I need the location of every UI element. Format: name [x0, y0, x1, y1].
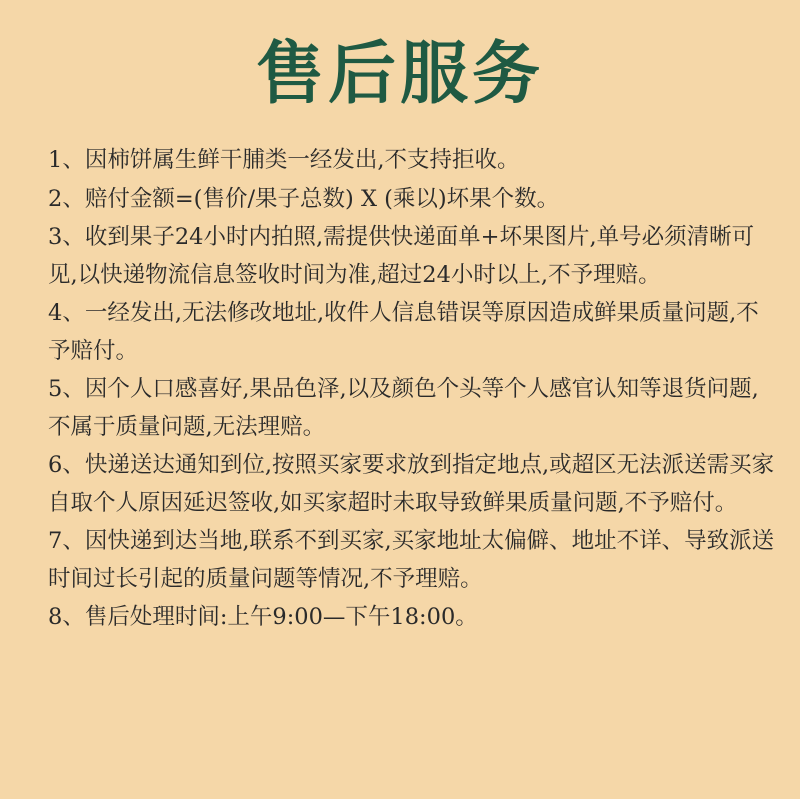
rule-item-5: 5、因个人口感喜好,果品色泽,以及颜色个头等个人感官认知等退货问题,不属于质量问题,无法理赔。	[48, 376, 759, 440]
rule-item-7: 7、因快递到达当地,联系不到买家,买家地址太偏僻、地址不详、导致派送时间过长引起的质量问题等情况,不予理赔。	[48, 528, 775, 592]
page-title: 售后服务	[255, 35, 544, 114]
rule-item-4: 4、一经发出,无法修改地址,收件人信息错误等原因造成鲜果质量问题,不予赔付。	[48, 300, 759, 364]
rule-item-1: 1、因柿饼属生鲜干脯类一经发出,不支持拒收。	[48, 147, 520, 173]
rule-item-6: 6、快递送达通知到位,按照买家要求放到指定地点,或超区无法派送需买家自取个人原因延迟签收,如买家超时未取导致鲜果质量问题,不予赔付。	[48, 452, 775, 516]
rule-item-8: 8、售后处理时间:上午9:00—下午18:00。	[48, 604, 478, 630]
rule-item-2: 2、赔付金额=(售价/果子总数) X (乘以)坏果个数。	[48, 185, 560, 212]
rule-item-3: 3、收到果子24小时内拍照,需提供快递面单+坏果图片,单号必须清晰可见,以快递物流信息签收时间为准,超过24小时以上,不予理赔。	[48, 224, 755, 288]
rules-list	[48, 142, 778, 638]
